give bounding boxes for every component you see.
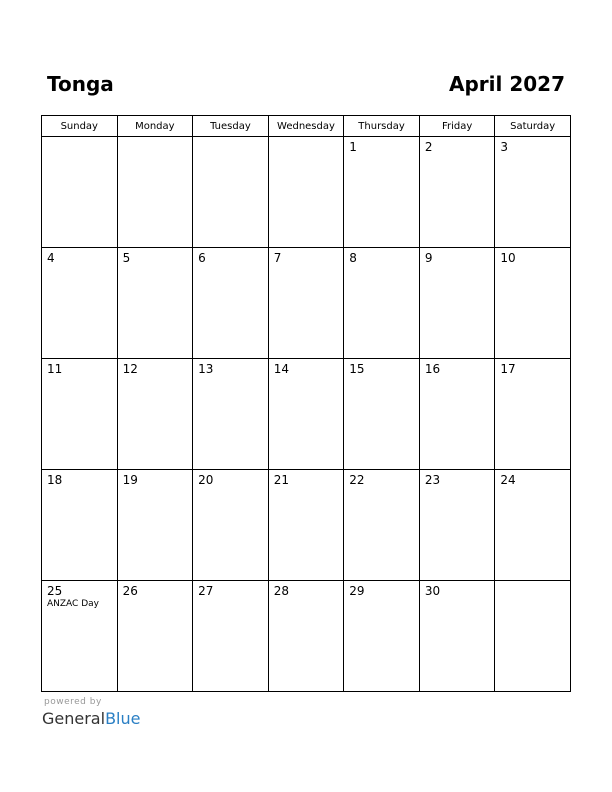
day-number: 21 — [273, 473, 289, 487]
day-cell — [344, 137, 420, 248]
day-number: 29 — [349, 584, 365, 598]
day-cell — [419, 248, 495, 359]
day-number: 1 — [349, 140, 357, 154]
holiday-label: ANZAC Day — [47, 599, 99, 609]
weekday-sunday: Sunday — [42, 116, 118, 137]
week-row-1 — [42, 137, 571, 248]
day-number: 26 — [122, 584, 138, 598]
day-number: 2 — [424, 140, 433, 154]
day-cell — [42, 581, 118, 692]
day-cell — [117, 581, 193, 692]
weekday-friday: Friday — [419, 116, 495, 137]
day-number: 9 — [424, 251, 433, 265]
day-number — [42, 137, 117, 140]
day-number: 23 — [424, 473, 441, 487]
day-number: 12 — [122, 362, 138, 376]
powered-by-text: powered by — [44, 697, 102, 707]
month-year-title: April 2027 — [449, 72, 565, 96]
day-cell — [42, 137, 118, 248]
day-number: 7 — [273, 251, 282, 265]
day-cell — [268, 359, 344, 470]
day-cell — [495, 359, 571, 470]
weekday-monday: Monday — [117, 116, 193, 137]
day-cell — [344, 248, 420, 359]
day-cell — [344, 359, 420, 470]
day-cell — [268, 581, 344, 692]
day-cell — [193, 359, 269, 470]
day-number: 16 — [424, 362, 441, 376]
brand-general: General — [42, 709, 106, 728]
day-number: 10 — [500, 251, 516, 265]
day-cell — [495, 248, 571, 359]
day-number: 24 — [500, 473, 516, 487]
day-cell — [193, 581, 269, 692]
day-cell — [268, 137, 344, 248]
brand-blue: Blue — [105, 709, 141, 728]
day-cell — [419, 359, 495, 470]
day-number: 22 — [349, 473, 365, 487]
day-number — [118, 137, 193, 140]
day-number: 28 — [273, 584, 289, 598]
generalblue-logo — [42, 709, 140, 729]
day-cell — [117, 359, 193, 470]
day-number: 30 — [424, 584, 441, 598]
weekday-saturday: Saturday — [495, 116, 571, 137]
calendar-grid — [41, 115, 571, 692]
day-number: 27 — [198, 584, 214, 598]
day-number: 5 — [122, 251, 131, 265]
day-number: 13 — [198, 362, 214, 376]
weekday-thursday: Thursday — [344, 116, 420, 137]
day-cell — [268, 248, 344, 359]
day-cell — [344, 581, 420, 692]
day-cell — [268, 470, 344, 581]
day-cell — [495, 470, 571, 581]
day-cell — [193, 248, 269, 359]
day-number — [193, 137, 268, 140]
day-cell — [42, 359, 118, 470]
weekday-header-row — [42, 116, 571, 137]
day-cell — [419, 581, 495, 692]
day-cell — [344, 470, 420, 581]
day-number: 8 — [349, 251, 357, 265]
day-cell — [117, 470, 193, 581]
weekday-wednesday: Wednesday — [268, 116, 344, 137]
day-cell — [117, 248, 193, 359]
day-cell — [419, 137, 495, 248]
week-row-4 — [42, 470, 571, 581]
footer-branding — [42, 697, 140, 729]
day-cell — [495, 137, 571, 248]
day-number: 19 — [122, 473, 138, 487]
day-cell — [495, 581, 571, 692]
day-number: 14 — [273, 362, 289, 376]
day-number: 25 — [47, 584, 63, 598]
day-cell — [42, 470, 118, 581]
week-row-2 — [42, 248, 571, 359]
week-row-3 — [42, 359, 571, 470]
day-number: 17 — [500, 362, 516, 376]
day-number: 4 — [47, 251, 55, 265]
day-number — [495, 581, 570, 584]
day-cell — [419, 470, 495, 581]
day-number: 15 — [349, 362, 365, 376]
day-cell — [42, 248, 118, 359]
day-cell — [193, 137, 269, 248]
day-number: 11 — [47, 362, 63, 376]
day-number — [269, 137, 344, 140]
weekday-tuesday: Tuesday — [193, 116, 269, 137]
day-cell — [117, 137, 193, 248]
day-cell — [193, 470, 269, 581]
week-row-5 — [42, 581, 571, 692]
day-number: 20 — [198, 473, 214, 487]
country-title: Tonga — [47, 72, 114, 96]
day-number: 18 — [47, 473, 63, 487]
day-number: 3 — [500, 140, 509, 154]
day-number: 6 — [198, 251, 206, 265]
